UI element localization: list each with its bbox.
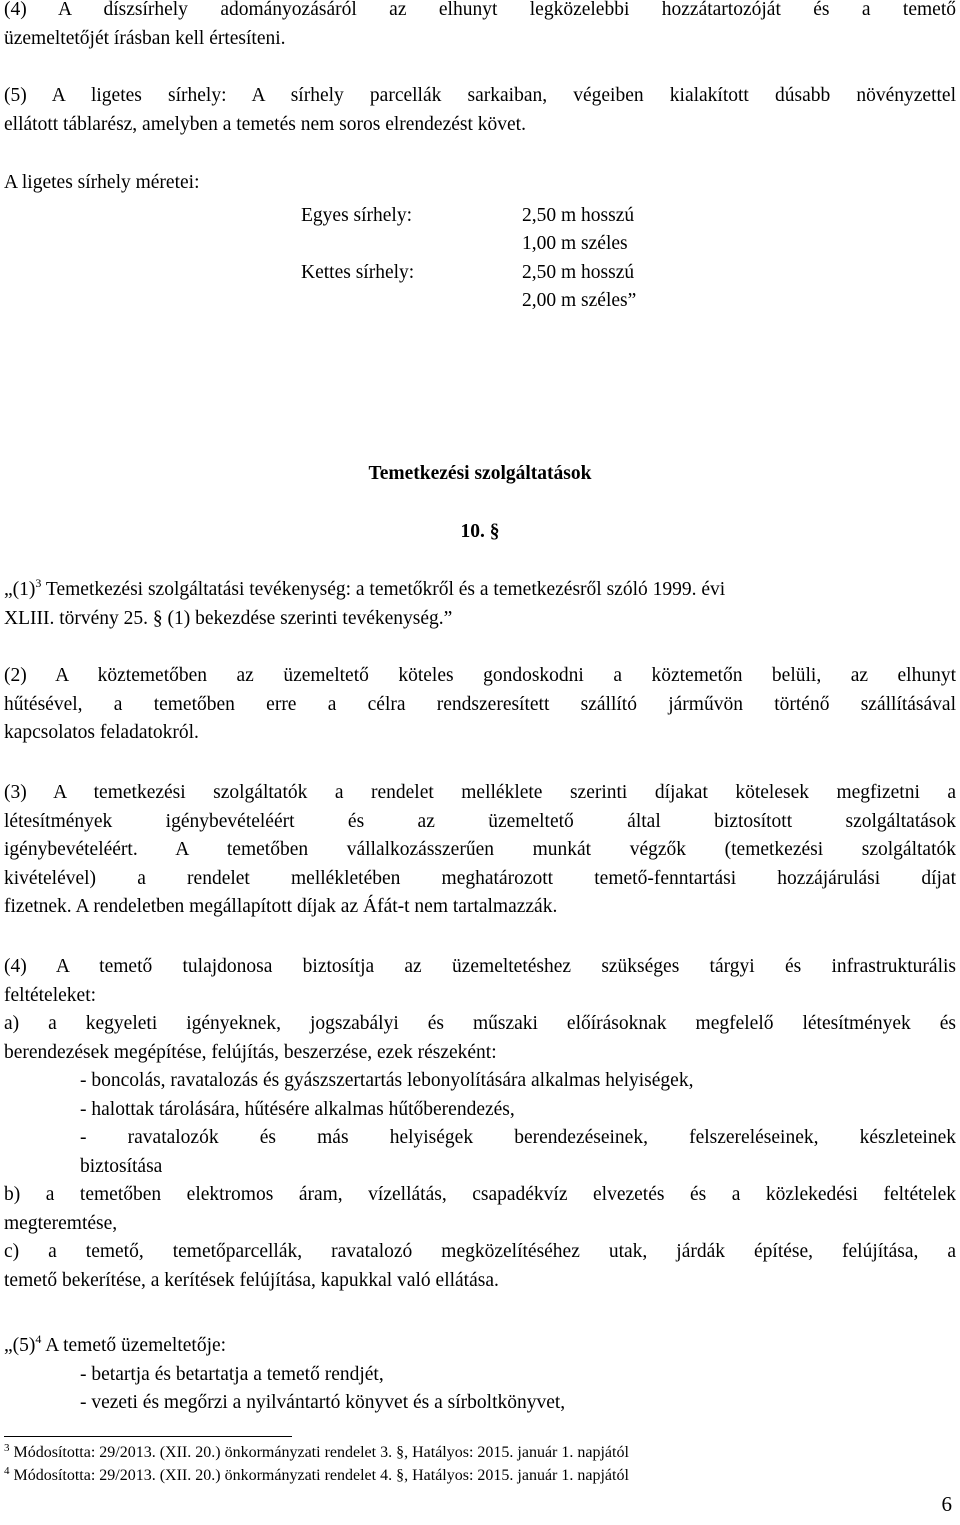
paragraph-3 [4,779,956,922]
paragraph-1-text: Temetkezési szolgáltatási tevékenység: a temetőkről és a temetkezésről szóló 1999. évi [41,579,726,600]
paragraph-5-text: A temető üzemeltetője: [41,1335,227,1356]
text-line: XLIII. törvény 25. § (1) bekezdése szerinti tevékenység.” [4,607,453,629]
single-plot-length: 2,50 m hosszú [522,204,635,226]
list-item-continuation: biztosítása [80,1155,163,1177]
text-line: fizetnek. A rendeletben megállapított díjak az Áfát-t nem tartalmazzák. [4,896,558,917]
paragraph-5 [4,1332,956,1418]
list-item: - betartja és betartatja a temető rendjét, [80,1363,384,1385]
text-line: kapcsolatos feladatokról. [4,722,199,743]
text-line: berendezések megépítése, felújítás, beszerzése, ezek részeként: [4,1041,497,1063]
list-item: - halottak tárolására, hűtésére alkalmas hűtőberendezés, [80,1098,515,1120]
text-line: létesítmények igénybevételéért és az üzemeltető által biztosított szolgáltatások [4,810,956,832]
text-line: a) a kegyeleti igényeknek, jogszabályi és műszaki előírásoknak megfelelő létesítmények és [4,1013,956,1034]
single-plot-width: 1,00 m széles [522,233,628,254]
footnote-ref-3[interactable]: 3 [35,576,42,590]
text-line: ellátott táblarész, amelyben a temetés nem soros elrendezést követ. [4,113,526,135]
paragraph-1-open: „(1) [4,579,36,600]
text-line: feltételeket: [4,984,97,1006]
paragraph-2 [4,662,956,748]
paragraph-5-open: „(5) [4,1335,36,1356]
section-title: Temetkezési szolgáltatások [368,463,592,484]
footnote-number: 3 [4,1442,10,1454]
double-plot-width: 2,00 m széles” [522,290,637,311]
footnote-4 [4,1466,629,1486]
text-line: (3) A temetkezési szolgáltatók a rendelet melléklete szerinti díjakat kötelesek megfizetni a [4,782,956,803]
list-item: - vezeti és megőrzi a nyilvántartó könyvet és a sírboltkönyvet, [80,1392,566,1413]
text-line: temető bekerítése, a kerítések felújítása, kapukkal való ellátása. [4,1269,499,1291]
list-item: - boncolás, ravatalozás és gyászszertartás lebonyolítására alkalmas helyiségek, [80,1070,694,1091]
paragraph-5-prev [4,82,956,139]
footnote-number: 4 [4,1465,10,1477]
text-line: igénybevételéért. A temetőben vállalkozásszerűen munkát végzők (temetkezési szolgáltatók [4,839,956,860]
text-line: hűtésével, a temetőben erre a célra rendszeresített szállító járművön történő szállításával [4,693,956,715]
text-line: megteremtése, [4,1212,118,1234]
paragraph-1 [4,576,956,633]
dimensions-intro: A ligetes sírhely méretei: [4,172,200,193]
dimensions-block [4,169,956,316]
double-plot-label: Kettes sírhely: [301,261,415,283]
footnote-divider [4,1436,292,1437]
footnote-ref-4[interactable]: 4 [35,1332,42,1346]
text-line: kivételével) a rendelet mellékletében meghatározott temető-fenntartási hozzájárulási díjat [4,867,956,889]
text-line: (4) A temető tulajdonosa biztosítja az üzemeltetéshez szükséges tárgyi és infrastrukturális [4,956,956,977]
single-plot-label: Egyes sírhely: [301,204,413,226]
text-line: (5) A ligetes sírhely: A sírhely parcellák sarkaiban, végeiben kialakított dúsabb növényzettel [4,85,956,106]
text-line: (4) A díszsírhely adományozásáról az elhunyt legközelebbi hozzátartozóját és a temető [4,0,956,20]
double-plot-length: 2,50 m hosszú [522,261,635,283]
text-line: c) a temető, temetőparcellák, ravatalozó megközelítéséhez utak, járdák építése, felújítása, a [4,1241,956,1262]
section-number: 10. § [460,521,500,542]
footnote-text: Módosította: 29/2013. (XII. 20.) önkormányzati rendelet 4. §, Hatályos: 2015. január 1. napjától [9,1467,629,1484]
page-number: 6 [941,1492,952,1516]
footnote-text: Módosította: 29/2013. (XII. 20.) önkormányzati rendelet 3. §, Hatályos: 2015. január 1. napjától [9,1444,629,1461]
footnote-3 [4,1443,629,1463]
text-line: üzemeltetőjét írásban kell értesíteni. [4,27,286,49]
text-line: (2) A köztemetőben az üzemeltető köteles gondoskodni a köztemetőn belüli, az elhunyt [4,665,956,686]
list-item: - ravatalozók és más helyiségek berendezéseinek, felszereléseinek, készleteinek [80,1127,956,1148]
paragraph-4 [4,953,956,1295]
text-line: b) a temetőben elektromos áram, vízellátás, csapadékvíz elvezetés és a közlekedési feltételek [4,1184,956,1205]
paragraph-4-prev [4,0,956,53]
